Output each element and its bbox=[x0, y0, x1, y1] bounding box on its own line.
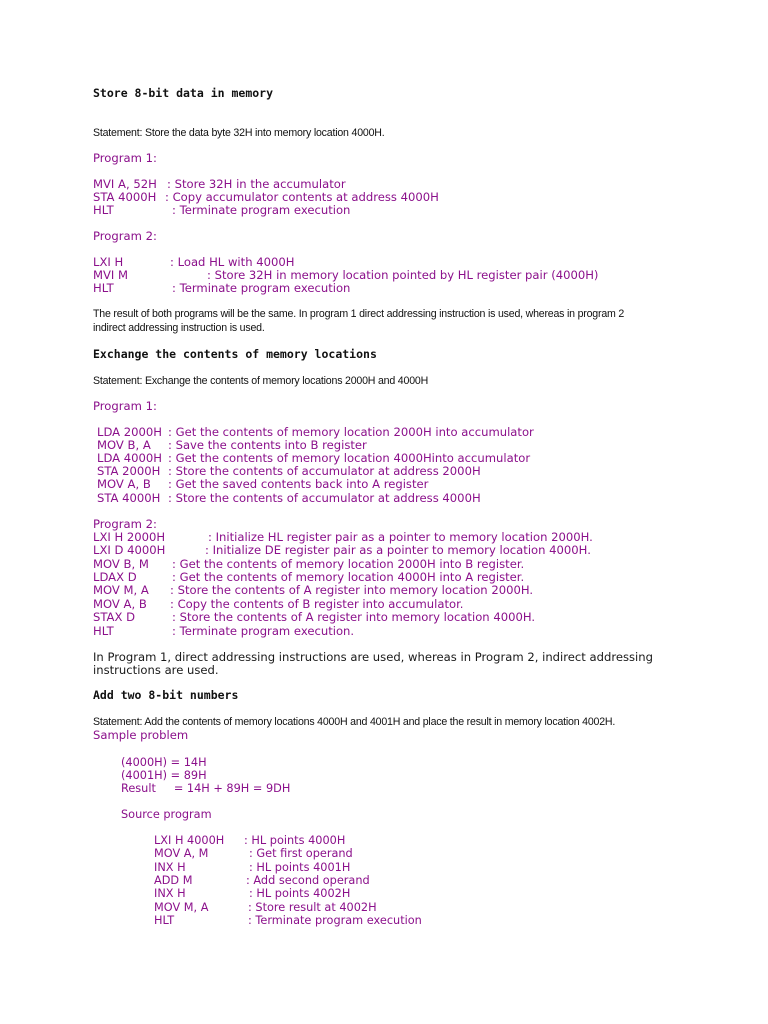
sample-problem-label: Sample problem bbox=[93, 728, 189, 742]
sample-line: (4000H) = 14H bbox=[121, 756, 207, 769]
code-line: HLT bbox=[93, 281, 114, 295]
code-comment: : Store result at 4002H bbox=[248, 901, 377, 914]
code-comment: : HL points 4001H bbox=[249, 861, 351, 874]
program-label: Program 1: bbox=[93, 399, 157, 413]
code-line: MOV A, B bbox=[93, 597, 147, 611]
source-program-label: Source program bbox=[121, 808, 212, 821]
sample-line: Result = 14H + 89H = 9DH bbox=[121, 782, 291, 795]
code-line: MOV A, B bbox=[97, 477, 151, 491]
code-line: ADD M bbox=[154, 874, 193, 887]
code-comment: : Terminate program execution. bbox=[172, 624, 355, 638]
code-line: LXI H 2000H bbox=[93, 530, 166, 544]
code-comment: : Store 32H in memory location pointed by HL register pair (4000H) bbox=[207, 268, 599, 282]
note-text: In Program 1, direct addressing instructions are used, whereas in Program 2, indirect addressing bbox=[93, 650, 653, 664]
code-comment: : Get the contents of memory location 2000H into B register. bbox=[172, 557, 525, 571]
code-comment: : Get the contents of memory location 4000H into A register. bbox=[172, 570, 525, 584]
code-line: INX H bbox=[154, 861, 186, 874]
code-line: STA 4000H bbox=[93, 190, 157, 204]
code-comment: : Get the saved contents back into A register bbox=[168, 477, 429, 491]
code-line: STAX D bbox=[93, 610, 136, 624]
code-comment: : HL points 4002H bbox=[249, 887, 351, 900]
code-comment: : Get the contents of memory location 2000H into accumulator bbox=[168, 425, 534, 439]
code-comment: : Copy accumulator contents at address 4000H bbox=[165, 190, 439, 204]
code-comment: : Terminate program execution bbox=[172, 203, 351, 217]
code-line: MOV M, A bbox=[93, 583, 149, 597]
code-line: INX H bbox=[154, 887, 186, 900]
code-line: STA 4000H bbox=[97, 491, 161, 505]
section-heading-exchange: Exchange the contents of memory locations bbox=[93, 347, 377, 361]
code-line: LDA 4000H bbox=[97, 451, 163, 465]
code-comment: : Terminate program execution bbox=[172, 281, 351, 295]
code-comment: : Get first operand bbox=[249, 847, 353, 860]
code-comment: : Store the contents of accumulator at address 2000H bbox=[168, 464, 481, 478]
result-text: The result of both programs will be the same. In program 1 direct addressing instruction is used, whereas in program 2 bbox=[93, 308, 625, 320]
code-comment: : Initialize HL register pair as a pointer to memory location 2000H. bbox=[208, 530, 593, 544]
code-line: LDA 2000H bbox=[97, 425, 163, 439]
code-comment: : Save the contents into B register bbox=[168, 438, 367, 452]
code-comment: : HL points 4000H bbox=[244, 834, 346, 847]
program-label: Program 2: bbox=[93, 517, 157, 531]
code-comment: : Load HL with 4000H bbox=[170, 255, 295, 269]
code-line: HLT bbox=[93, 624, 114, 638]
code-line: MOV B, M bbox=[93, 557, 149, 571]
sample-line: (4001H) = 89H bbox=[121, 769, 207, 782]
code-line: MOV A, M bbox=[154, 847, 209, 860]
code-comment: : Copy the contents of B register into accumulator. bbox=[170, 597, 464, 611]
code-comment: : Store 32H in the accumulator bbox=[167, 177, 346, 191]
code-line: HLT bbox=[93, 203, 114, 217]
code-comment: : Store the contents of accumulator at address 4000H bbox=[168, 491, 481, 505]
program-label: Program 2: bbox=[93, 229, 157, 243]
code-line: LXI H 4000H bbox=[154, 834, 225, 847]
statement-add: Statement: Add the contents of memory locations 4000H and 4001H and place the result in memory location 4002H. bbox=[93, 716, 616, 728]
code-line: LDAX D bbox=[93, 570, 137, 584]
code-line: HLT bbox=[154, 914, 175, 927]
code-line: MVI M bbox=[93, 268, 129, 282]
result-text: indirect addressing instruction is used. bbox=[93, 322, 265, 334]
statement-exchange: Statement: Exchange the contents of memory locations 2000H and 4000H bbox=[93, 375, 429, 387]
code-line: LXI D 4000H bbox=[93, 543, 166, 557]
section-heading-store: Store 8-bit data in memory bbox=[93, 86, 274, 100]
code-comment: : Get the contents of memory location 4000Hinto accumulator bbox=[168, 451, 531, 465]
code-line: STA 2000H bbox=[97, 464, 161, 478]
section-heading-add: Add two 8-bit numbers bbox=[93, 688, 239, 702]
note-text: instructions are used. bbox=[93, 663, 219, 677]
code-comment: : Initialize DE register pair as a pointer to memory location 4000H. bbox=[205, 543, 591, 557]
code-line: MOV B, A bbox=[97, 438, 151, 452]
code-comment: : Terminate program execution bbox=[248, 914, 422, 927]
code-comment: : Add second operand bbox=[246, 874, 370, 887]
code-comment: : Store the contents of A register into memory location 4000H. bbox=[172, 610, 536, 624]
code-line: LXI H bbox=[93, 255, 124, 269]
code-line: MOV M, A bbox=[154, 901, 209, 914]
program-label: Program 1: bbox=[93, 151, 157, 165]
code-line: MVI A, 52H bbox=[93, 177, 157, 191]
code-comment: : Store the contents of A register into memory location 2000H. bbox=[170, 583, 534, 597]
statement-store: Statement: Store the data byte 32H into memory location 4000H. bbox=[93, 127, 385, 139]
